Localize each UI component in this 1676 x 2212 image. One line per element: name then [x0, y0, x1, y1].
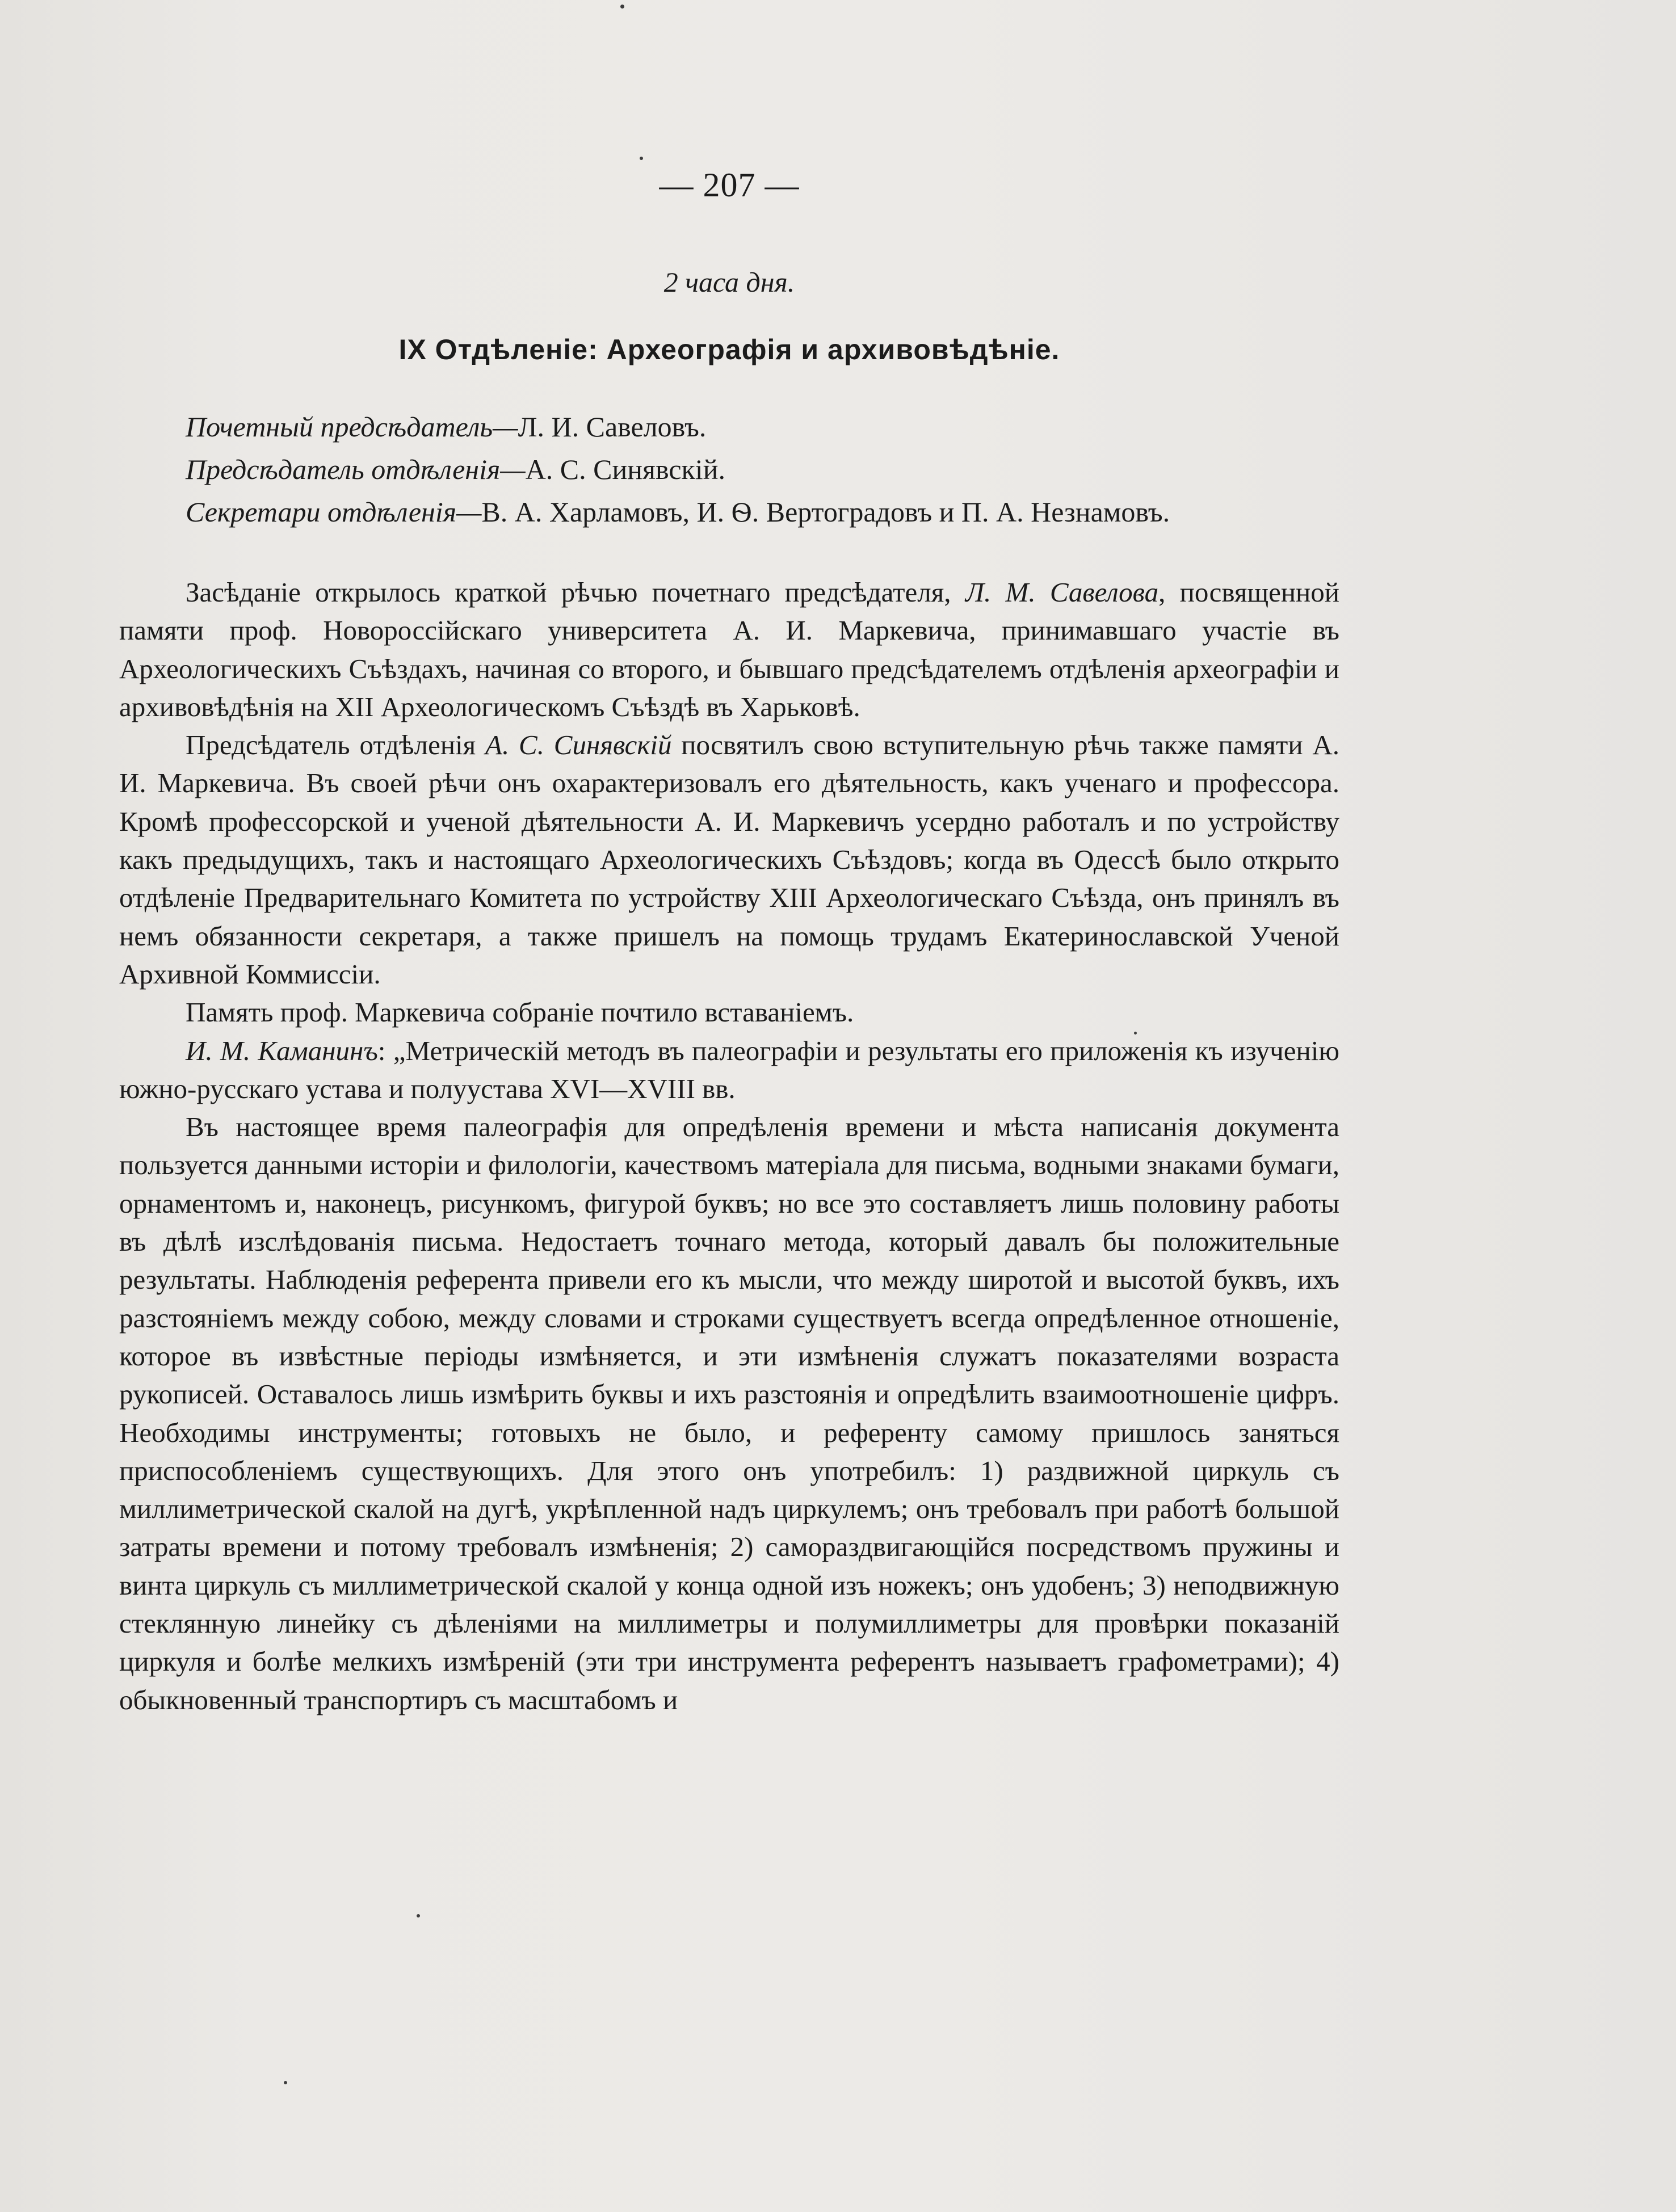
person-name: И. М. Каманинъ — [186, 1034, 378, 1066]
paragraph-text: : „Метрическій методъ въ палеографіи и результаты его приложенія къ изученію южно-русскаго устава и полуустава XVI—XVIII вв. — [119, 1034, 1339, 1104]
text-block — [119, 162, 1339, 1719]
paragraph-text: Засѣданіе открылось краткой рѣчью почетнаго предсѣдателя, — [186, 577, 965, 608]
paragraph-memorial: Память проф. Маркевича собраніе почтило вставаніемъ. — [186, 996, 854, 1028]
speck-top-edge — [620, 5, 624, 9]
officer-chair — [119, 448, 1339, 491]
officers-list — [119, 406, 1339, 533]
speck-above-number — [640, 157, 643, 160]
speck-bottom-left — [284, 2081, 287, 2084]
speck-bottom-text — [417, 1914, 420, 1917]
page-number: — 207 — — [659, 166, 800, 204]
officer-secretaries — [119, 491, 1339, 533]
paragraph-report-body: Въ настоящее время палеографія для опредѣленія времени и мѣста написанія документа пользуется данными исторіи и филологіи, качествомъ матеріала для письма, водными знаками бумаги, орнаментомъ и, наконецъ, рисункомъ, фигурой буквъ; но все это составляетъ лишь половину работы въ дѣлѣ изслѣдованія письма. Недостаетъ точнаго метода, который давалъ бы положительные результаты. Наблюденія референта привели его къ мысли, что между широтой и высотой буквъ, ихъ разстояніемъ между собою, между словами и строками существуетъ всегда опредѣленное отношеніе, которое въ извѣстные періоды измѣняется, и эти измѣненія служатъ показателями возраста рукописей. Оставалось лишь измѣрить буквы и ихъ разстоянія и опредѣлить взаимоотношеніе цифръ. Необходимы инструменты; готовыхъ не было, и референту самому пришлось заняться приспособленіемъ существующихъ. Для этого онъ употребилъ: 1) раздвижной циркуль съ миллиметрической скалой на дугѣ, укрѣпленной надъ циркулемъ; онъ требовалъ при работѣ большой затраты времени и потому требовалъ измѣненія; 2) самораздвигающійся посредствомъ пружины и винта циркуль съ миллиметрической скалой у конца одной изъ ножекъ; онъ удобенъ; 3) неподвижную стеклянную линейку съ дѣленіями на миллиметры и полумиллиметры для провѣрки показаній циркуля и болѣе мелкихъ измѣреній (эти три инструмента референтъ называетъ графометрами); 4) обыкновенный транспортиръ съ масштабомъ и — [119, 1111, 1339, 1715]
officer-names: А. С. Синявскій. — [525, 453, 725, 485]
officer-honorary-chair — [119, 406, 1339, 448]
paragraph-text: Предсѣдатель отдѣленія — [186, 729, 486, 761]
paragraph-text: посвятилъ свою вступительную рѣчь также памяти А. И. Маркевича. Въ своей рѣчи онъ охарактеризовалъ его дѣятельность, какъ ученаго и профессора. Кромѣ профессорской и ученой дѣятельности А. И. Маркевичъ усердно работалъ и по устройству какъ предыдущихъ, такъ и настоящаго Археологическихъ Съѣздовъ; когда въ Одессѣ было открыто отдѣленіе Предварительнаго Комитета по устройству XIII Археологическаго Съѣзда, онъ принялъ въ немъ обязанности секретаря, а также пришелъ на помощь трудамъ Екатеринославской Ученой Архивной Коммиссіи. — [119, 729, 1339, 990]
paragraph-opening — [119, 573, 1339, 726]
officer-role: Предсѣдатель отдѣленія— — [186, 453, 526, 485]
paragraph-chair-speech — [119, 726, 1339, 993]
officer-role: Почетный предсѣдатель— — [186, 411, 518, 443]
person-name: А. С. Синявскій — [485, 729, 672, 761]
officer-names: Л. И. Савеловъ. — [518, 411, 707, 443]
person-name: Л. М. Савелова — [965, 577, 1159, 608]
officer-role: Секретари отдѣленія— — [186, 496, 482, 528]
officer-names: В. А. Харламовъ, И. Ѳ. Вертоградовъ и П. А. Незнамовъ. — [481, 496, 1170, 528]
paragraph-report-title — [119, 1032, 1339, 1108]
section-title: IX Отдѣленіе: Археографія и архивовѣдѣніе. — [398, 334, 1060, 365]
paragraph-text: , посвященной памяти проф. Новороссійскаго университета А. И. Маркевича, принимавшаго участіе въ Археологическихъ Съѣздахъ, начиная со второго, и бывшаго предсѣдателемъ отдѣленія археографіи и архивовѣдѣнія на XII Археологическомъ Съѣздѣ въ Харьковѣ. — [119, 577, 1340, 722]
session-time: 2 часа дня. — [663, 266, 795, 298]
